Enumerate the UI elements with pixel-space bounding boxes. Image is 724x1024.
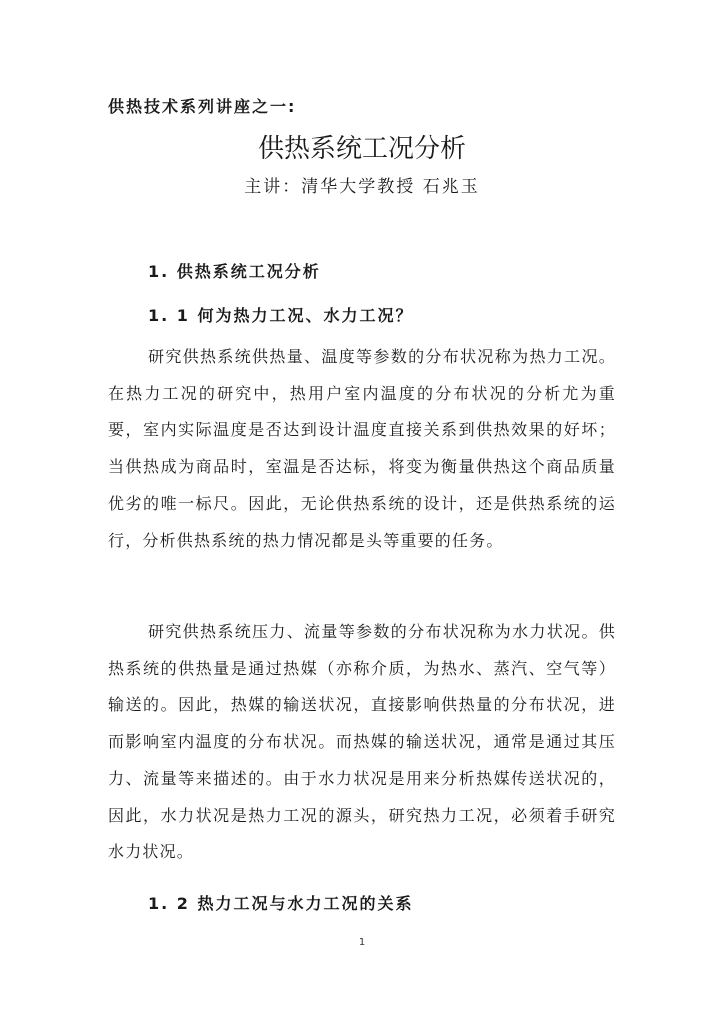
- speaker-line: 主讲：清华大学教授 石兆玉: [244, 177, 480, 197]
- page-number: 1: [358, 937, 366, 948]
- section-heading-1-1: 1. 1 何为热力工况、水力工况？: [148, 306, 414, 325]
- section-heading-1-2: 1. 2 热力工况与水力工况的关系: [148, 894, 414, 913]
- page-title: 供热系统工况分析: [257, 134, 466, 164]
- paragraph-thermal-condition: 研究供热系统供热量、温度等参数的分布状况称为热力工况。在热力工况的研究中，热用户室内温度的分布状况的分析尤为重要，室内实际温度是否达到设计温度直接关系到供热效果的好坏；当供热成为商品时，室温是否达标，将变为衡量供热这个商品质量优劣的唯一标尺。因此，无论供热系统的设计，还是供热系统的运行，分析供热系统的热力情况都是头等重要的任务。: [108, 347, 616, 550]
- paragraph-hydraulic-condition: 研究供热系统压力、流量等参数的分布状况称为水力状况。供热系统的供热量是通过热媒（亦称介质，为热水、蒸汽、空气等）输送的。因此，热媒的输送状况，直接影响供热量的分布状况，进而影响室内温度的分布状况。而热媒的输送状况，通常是通过其压力、流量等来描述的。由于水力状况是用来分析热媒传送状况的，因此，水力状况是热力工况的源头，研究热力工况，必须着手研究水力状况。: [108, 622, 616, 862]
- lecture-series-label: 供热技术系列讲座之一:: [108, 97, 297, 116]
- section-heading-1: 1. 供热系统工况分析: [148, 262, 321, 281]
